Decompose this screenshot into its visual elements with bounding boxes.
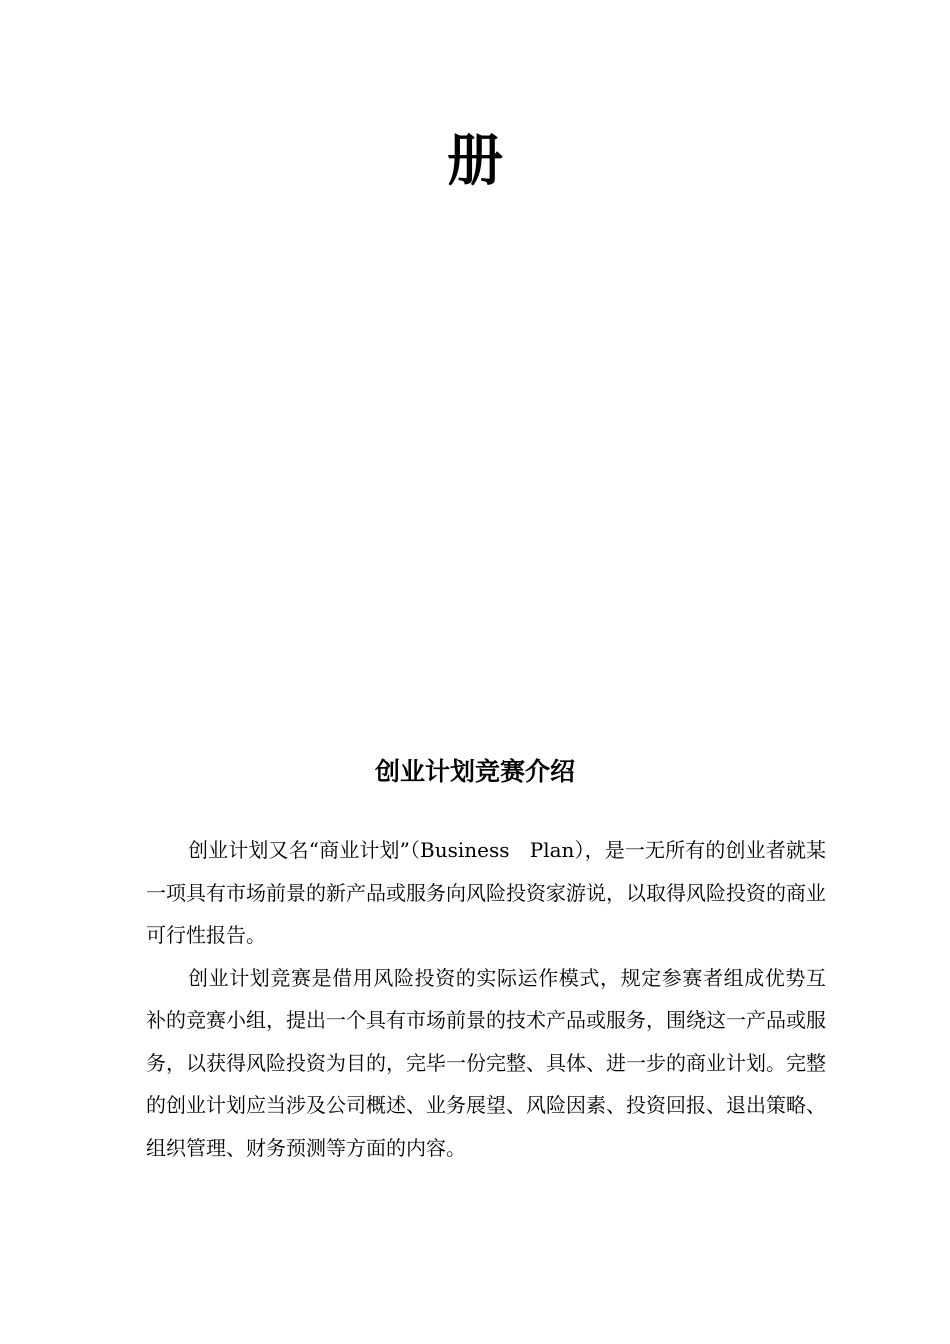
section-title: 创业计划竞赛介绍	[374, 757, 575, 786]
paragraph-competition: 创业计划竞赛是借用风险投资的实际运作模式，规定参赛者组成优势互补的竞赛小组，提出一个具有市场前景的技术产品或服务，围绕这一产品或服务，以获得风险投资为目的，完毕一份完整、具体、进一步的商业计划。完整的创业计划应当涉及公司概述、业务展望、风险因素、投资回报、退出策略、组织管理、财务预测等方面的内容。	[146, 965, 826, 1160]
heading-fragment: 册	[447, 129, 503, 194]
paragraph-intro: 创业计划又名“商业计划”（Business Plan），是一无所有的创业者就某一项具有市场前景的新产品或服务向风险投资家游说，以取得风险投资的商业可行性报告。	[146, 838, 826, 947]
section-body	[146, 829, 826, 1169]
